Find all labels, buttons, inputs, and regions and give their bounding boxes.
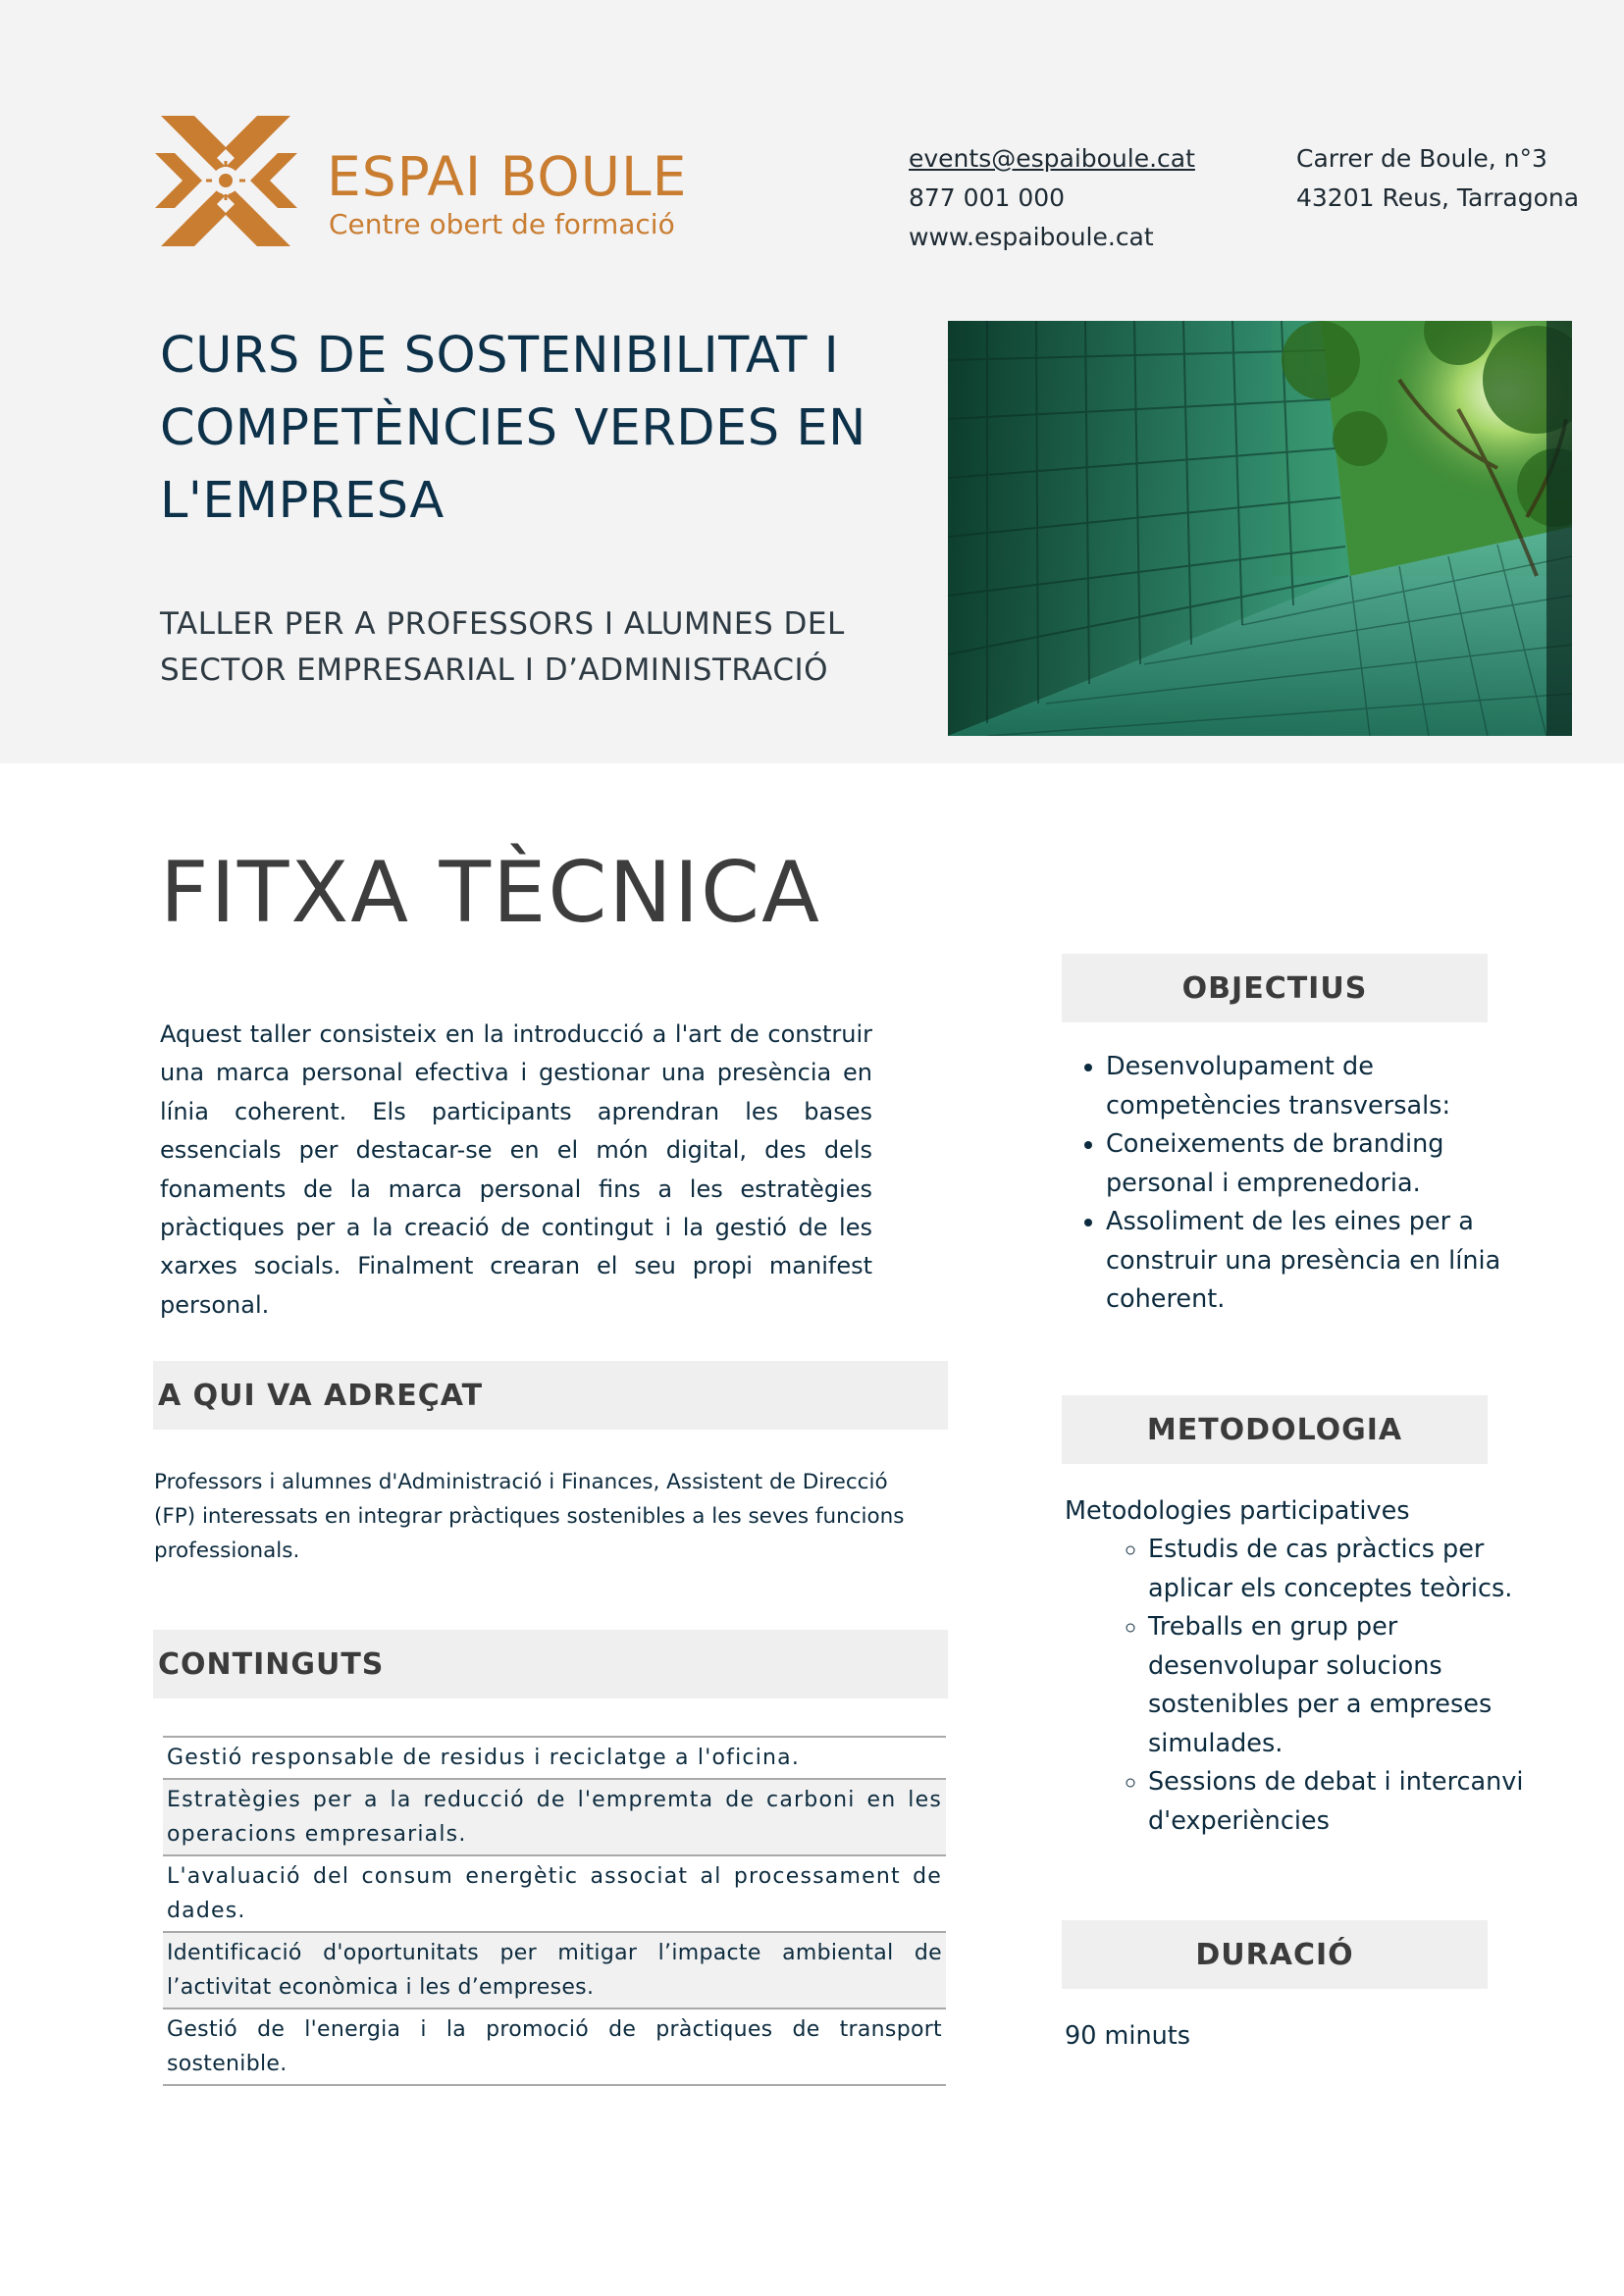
table-row: Gestió responsable de residus i reciclatge a l'oficina. <box>163 1738 946 1780</box>
course-subtitle: TALLER PER A PROFESSORS I ALUMNES DEL SECTOR EMPRESARIAL I D’ADMINISTRACIÓ <box>160 606 845 688</box>
contact-website-link[interactable]: www.espaiboule.cat <box>909 223 1154 251</box>
address-line-1: Carrer de Boule, n°3 <box>1296 144 1547 173</box>
list-item: ◦ Treballs en grup per desenvolupar solucions sostenibles per a empreses simulades. <box>1148 1608 1531 1763</box>
contents-table <box>163 1736 946 2086</box>
list-item: ◦ Estudis de cas pràctics per aplicar els conceptes teòrics. <box>1148 1531 1531 1608</box>
table-row: Identificació d'oportunitats per mitigar l’impacte ambiental de l’activitat econòmica i les d’empreses. <box>163 1933 946 2009</box>
fitxa-tecnica-title: FITXA TÈCNICA <box>160 844 821 942</box>
brand-name: ESPAI BOULE <box>327 145 688 208</box>
brand-tagline: Centre obert de formació <box>329 208 675 240</box>
contact-email-link[interactable]: events@espaiboule.cat <box>909 144 1195 173</box>
methodology-list <box>1120 1531 1531 1841</box>
objectives-list <box>1079 1048 1518 1320</box>
contact-block <box>909 139 1195 257</box>
table-row: L'avaluació del consum energètic associat al processament de dades. <box>163 1856 946 1933</box>
table-row: Estratègies per a la reducció de l'empremta de carboni en les operacions empresarials. <box>163 1780 946 1856</box>
list-item: ◦ Sessions de debat i intercanvi d'experiències <box>1148 1763 1531 1841</box>
duration-heading: DURACIÓ <box>1062 1920 1488 1989</box>
duration-value: 90 minuts <box>1065 2021 1191 2051</box>
audience-heading: A QUI VA ADREÇAT <box>153 1361 948 1430</box>
list-item: • Assoliment de les eines per a construir una presència en línia coherent. <box>1106 1203 1518 1320</box>
address-line-2: 43201 Reus, Tarragona <box>1296 183 1580 212</box>
hero-building-trees-image <box>948 321 1572 736</box>
espai-boule-logo-icon <box>155 110 297 252</box>
methodology-heading: METODOLOGIA <box>1062 1395 1488 1464</box>
audience-text: Professors i alumnes d'Administració i Finances, Assistent de Direcció (FP) interessats en integrar pràctiques sostenibles a les seves funcions professionals. <box>154 1470 905 1563</box>
list-item: • Coneixements de branding personal i emprenedoria. <box>1106 1125 1518 1203</box>
list-item: • Desenvolupament de competències transversals: <box>1106 1048 1518 1125</box>
contents-heading: CONTINGUTS <box>153 1630 948 1698</box>
address-block <box>1296 139 1579 218</box>
contact-phone: 877 001 000 <box>909 183 1066 212</box>
table-row: Gestió de l'energia i la promoció de pràctiques de transport sostenible. <box>163 2009 946 2086</box>
intro-paragraph: Aquest taller consisteix en la introducció a l'art de construir una marca personal efectiva i gestionar una presència en línia coherent. Els participants aprendran les bases essencials per destacar-se en el món digital, des dels fonaments de la marca personal fins a les estratègies pràctiques per a la creació de contingut i la gestió de les xarxes socials. Finalment crearan el seu propi manifest personal. <box>160 1020 872 1319</box>
methodology-intro: Metodologies participatives <box>1065 1496 1410 1526</box>
course-title: CURS DE SOSTENIBILITAT I COMPETÈNCIES VERDES EN L'EMPRESA <box>160 327 866 530</box>
objectives-heading: OBJECTIUS <box>1062 954 1488 1022</box>
